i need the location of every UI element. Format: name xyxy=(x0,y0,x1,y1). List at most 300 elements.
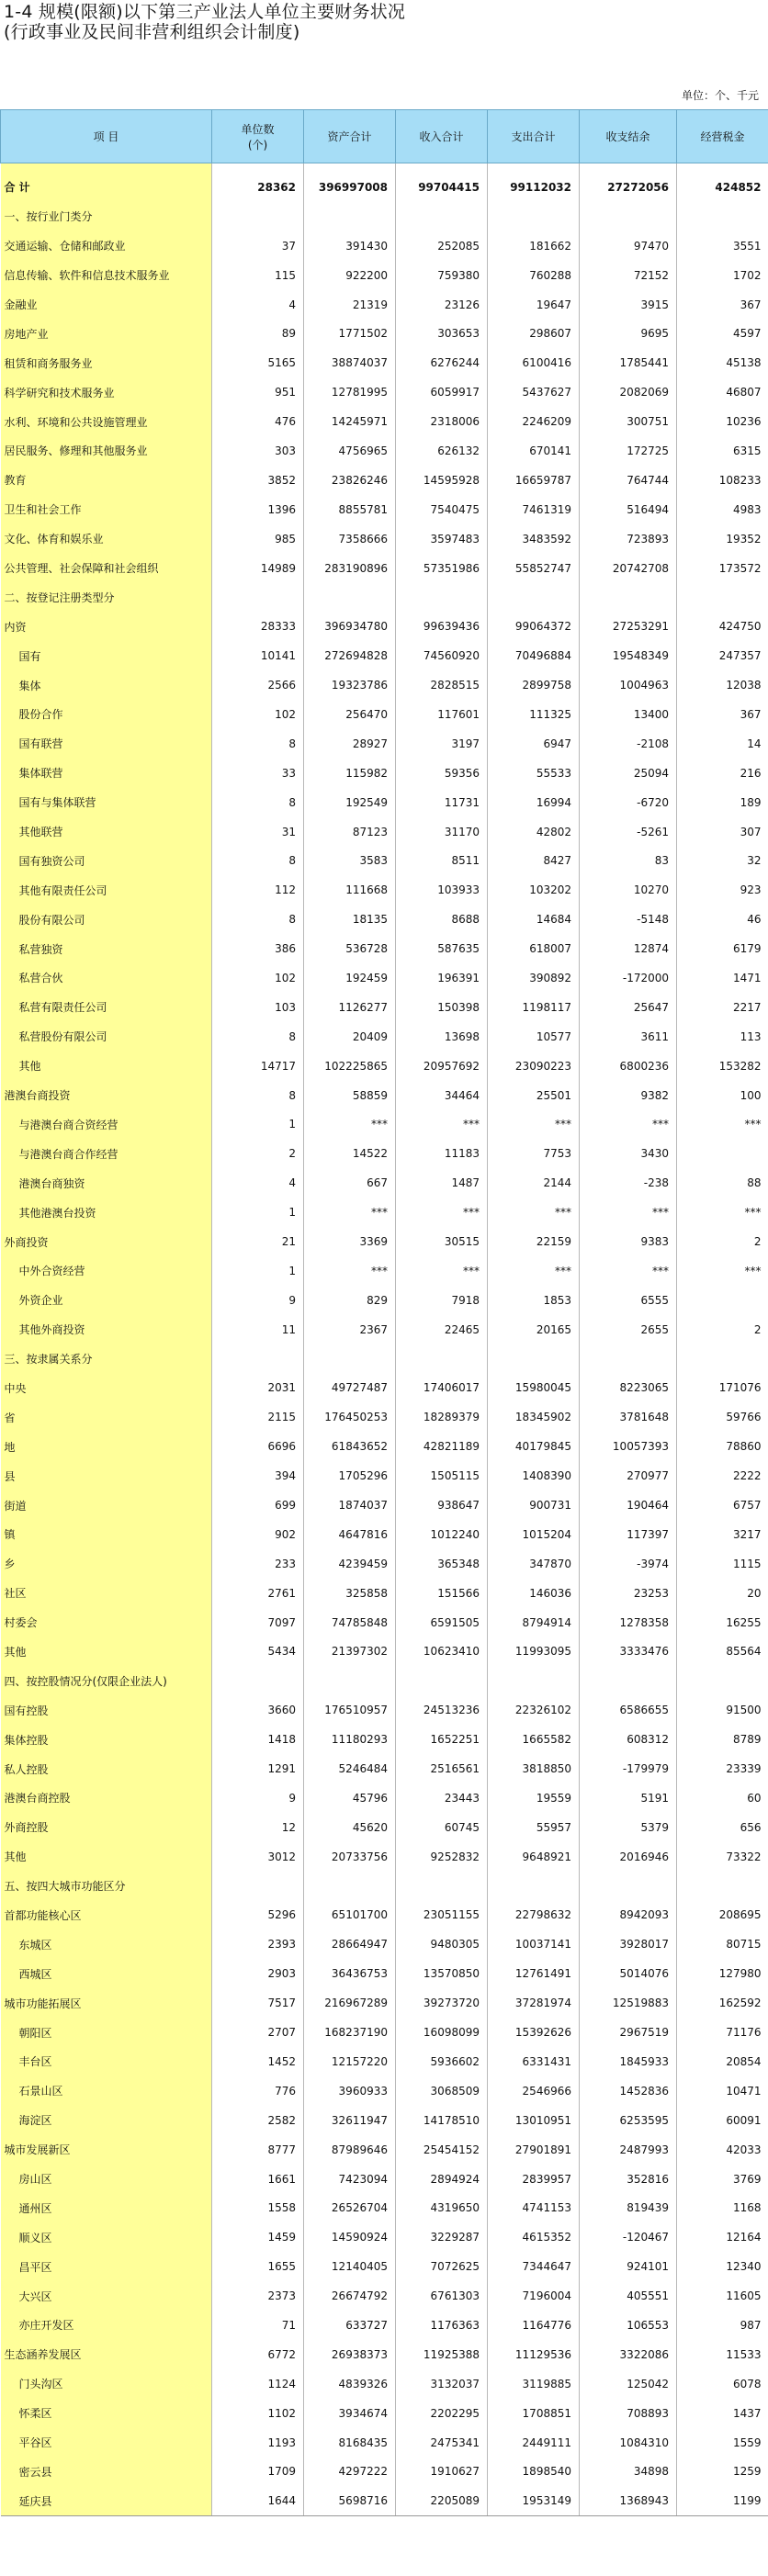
row-value: 2 xyxy=(677,1315,768,1344)
row-value: 699 xyxy=(212,1490,304,1520)
header-balance: 收支结余 xyxy=(580,110,677,163)
row-value: 1953149 xyxy=(488,2486,580,2515)
row-value: 2217 xyxy=(677,993,768,1022)
row-value: 20742708 xyxy=(580,554,677,583)
row-value: 91500 xyxy=(677,1695,768,1725)
row-value: *** xyxy=(677,1110,768,1140)
table-row xyxy=(1,554,768,583)
row-value: 1559 xyxy=(677,2428,768,2458)
row-label: 城市功能拓展区 xyxy=(1,1988,212,2018)
row-value: 3119885 xyxy=(488,2369,580,2399)
row-label: 国有独资公司 xyxy=(1,846,212,875)
table-row xyxy=(1,905,768,934)
row-value: 162592 xyxy=(677,1988,768,2018)
row-value: 386 xyxy=(212,934,304,963)
row-label: 乡 xyxy=(1,1549,212,1579)
row-value: 2707 xyxy=(212,2018,304,2047)
row-value: 60 xyxy=(677,1783,768,1813)
row-value: 5296 xyxy=(212,1901,304,1930)
table-row xyxy=(1,1520,768,1549)
row-value: 11533 xyxy=(677,2340,768,2369)
row-value: 1012240 xyxy=(396,1520,488,1549)
row-value: 2582 xyxy=(212,2106,304,2135)
table-row xyxy=(1,2457,768,2486)
row-value: 26526704 xyxy=(304,2193,396,2222)
table-row xyxy=(1,1490,768,1520)
table-row xyxy=(1,524,768,554)
spacer-cell xyxy=(212,163,304,174)
row-value: *** xyxy=(304,1110,396,1140)
row-value: 8 xyxy=(212,729,304,759)
row-value: 23253 xyxy=(580,1579,677,1608)
row-value: 55533 xyxy=(488,759,580,788)
row-value xyxy=(396,1344,488,1374)
row-value: 5936602 xyxy=(396,2047,488,2076)
row-label: 丰台区 xyxy=(1,2047,212,2076)
row-label: 三、按隶属关系分 xyxy=(1,1344,212,1374)
row-value: 21319 xyxy=(304,290,396,320)
row-value: 5165 xyxy=(212,348,304,377)
row-value: 1126277 xyxy=(304,993,396,1022)
row-value: 80715 xyxy=(677,1929,768,1959)
row-value: 391430 xyxy=(304,231,396,261)
section-row xyxy=(1,1666,768,1695)
row-value: 6947 xyxy=(488,729,580,759)
row-value: 1655 xyxy=(212,2252,304,2281)
row-value: -5148 xyxy=(580,905,677,934)
row-value: 99704415 xyxy=(396,173,488,202)
row-value: 1487 xyxy=(396,1168,488,1198)
row-value: 24513236 xyxy=(396,1695,488,1725)
table-row xyxy=(1,1432,768,1461)
table-row xyxy=(1,2018,768,2047)
row-label: 私人控股 xyxy=(1,1754,212,1783)
row-value: 7753 xyxy=(488,1139,580,1168)
table-row xyxy=(1,407,768,436)
row-value: 6276244 xyxy=(396,348,488,377)
row-value: 3583 xyxy=(304,846,396,875)
row-value: 985 xyxy=(212,524,304,554)
row-value: 6078 xyxy=(677,2369,768,2399)
row-value: 1 xyxy=(212,1198,304,1227)
row-value: 4839326 xyxy=(304,2369,396,2399)
row-value xyxy=(396,582,488,612)
row-label: 其他港澳台投资 xyxy=(1,1198,212,1227)
row-value: 1437 xyxy=(677,2399,768,2428)
row-value: 42033 xyxy=(677,2135,768,2165)
row-value: 102 xyxy=(212,963,304,993)
header-total-expenditure: 支出合计 xyxy=(488,110,580,163)
row-label: 街道 xyxy=(1,1490,212,1520)
table-row xyxy=(1,759,768,788)
row-value: 2828515 xyxy=(396,670,488,700)
row-value: 18289379 xyxy=(396,1402,488,1432)
table-row xyxy=(1,1198,768,1227)
row-value: 173572 xyxy=(677,554,768,583)
row-value: 9695 xyxy=(580,319,677,348)
table-row xyxy=(1,612,768,641)
row-value: 2566 xyxy=(212,670,304,700)
row-value: *** xyxy=(488,1110,580,1140)
row-value: 125042 xyxy=(580,2369,677,2399)
row-value: 150398 xyxy=(396,993,488,1022)
row-value: 23051155 xyxy=(396,1901,488,1930)
row-value: 2031 xyxy=(212,1374,304,1403)
row-value xyxy=(677,582,768,612)
row-value: 46807 xyxy=(677,377,768,407)
row-value: 83 xyxy=(580,846,677,875)
row-label: 房地产业 xyxy=(1,319,212,348)
table-row xyxy=(1,436,768,466)
row-label: 亦庄开发区 xyxy=(1,2311,212,2340)
row-value: -3974 xyxy=(580,1549,677,1579)
row-value xyxy=(580,1872,677,1901)
row-value: 87123 xyxy=(304,817,396,847)
row-label: 外商控股 xyxy=(1,1813,212,1842)
row-value: 1124 xyxy=(212,2369,304,2399)
row-value: 902 xyxy=(212,1520,304,1549)
row-value: 3483592 xyxy=(488,524,580,554)
row-value: 14245971 xyxy=(304,407,396,436)
row-label: 国有控股 xyxy=(1,1695,212,1725)
row-value xyxy=(304,1666,396,1695)
row-value: 4647816 xyxy=(304,1520,396,1549)
row-value: *** xyxy=(304,1198,396,1227)
row-value: 3068509 xyxy=(396,2076,488,2106)
row-value: 11180293 xyxy=(304,1725,396,1754)
table-row xyxy=(1,290,768,320)
row-value xyxy=(304,582,396,612)
row-value: 924101 xyxy=(580,2252,677,2281)
row-value: 25647 xyxy=(580,993,677,1022)
row-value: 8794914 xyxy=(488,1608,580,1637)
row-label: 大兴区 xyxy=(1,2281,212,2311)
row-label: 延庆县 xyxy=(1,2486,212,2515)
row-value: 1084310 xyxy=(580,2428,677,2458)
row-label: 私营独资 xyxy=(1,934,212,963)
table-row xyxy=(1,1988,768,2018)
row-value: 3934674 xyxy=(304,2399,396,2428)
row-value: 394 xyxy=(212,1461,304,1490)
row-value: 12038 xyxy=(677,670,768,700)
row-value: 3928017 xyxy=(580,1929,677,1959)
row-value: 108233 xyxy=(677,466,768,495)
row-label: 县 xyxy=(1,1461,212,1490)
row-value: 55852747 xyxy=(488,554,580,583)
row-value: 4 xyxy=(212,290,304,320)
row-label: 公共管理、社会保障和社会组织 xyxy=(1,554,212,583)
row-value xyxy=(396,202,488,231)
row-value: 987 xyxy=(677,2311,768,2340)
spacer-cell xyxy=(396,163,488,174)
row-value: 10270 xyxy=(580,875,677,905)
row-value: 2839957 xyxy=(488,2165,580,2194)
row-value: 6315 xyxy=(677,436,768,466)
row-value: 11129536 xyxy=(488,2340,580,2369)
row-value: 74560920 xyxy=(396,641,488,670)
table-row xyxy=(1,1813,768,1842)
table-row xyxy=(1,1227,768,1256)
table-row xyxy=(1,1901,768,1930)
row-value: 1115 xyxy=(677,1549,768,1579)
row-value: 3012 xyxy=(212,1842,304,1872)
row-value: 39273720 xyxy=(396,1988,488,2018)
row-value: 3369 xyxy=(304,1227,396,1256)
row-value: 819439 xyxy=(580,2193,677,2222)
row-value: 7461319 xyxy=(488,495,580,524)
row-value: 667 xyxy=(304,1168,396,1198)
row-value: *** xyxy=(677,1198,768,1227)
row-value: 11993095 xyxy=(488,1637,580,1667)
table-row xyxy=(1,1783,768,1813)
table-row xyxy=(1,2165,768,2194)
row-value: 6696 xyxy=(212,1432,304,1461)
row-value: 5014076 xyxy=(580,1959,677,1988)
row-label: 股份有限公司 xyxy=(1,905,212,934)
row-value xyxy=(396,1666,488,1695)
table-row xyxy=(1,875,768,905)
row-value: 6100416 xyxy=(488,348,580,377)
row-label: 海淀区 xyxy=(1,2106,212,2135)
row-label: 文化、体育和娱乐业 xyxy=(1,524,212,554)
row-value: 59356 xyxy=(396,759,488,788)
row-value: 1176363 xyxy=(396,2311,488,2340)
table-row xyxy=(1,348,768,377)
row-value: 3333476 xyxy=(580,1637,677,1667)
row-value: 23443 xyxy=(396,1783,488,1813)
row-value: 176450253 xyxy=(304,1402,396,1432)
row-label: 集体联营 xyxy=(1,759,212,788)
row-value: 19647 xyxy=(488,290,580,320)
row-value: 192459 xyxy=(304,963,396,993)
row-value: 10471 xyxy=(677,2076,768,2106)
row-value: 14717 xyxy=(212,1052,304,1081)
row-value: 1291 xyxy=(212,1754,304,1783)
row-value: 8 xyxy=(212,846,304,875)
row-value: 4239459 xyxy=(304,1549,396,1579)
table-row xyxy=(1,641,768,670)
row-value: 12519883 xyxy=(580,1988,677,2018)
row-value: 6800236 xyxy=(580,1052,677,1081)
row-value: 28362 xyxy=(212,173,304,202)
row-value: 16994 xyxy=(488,788,580,817)
row-value: 23339 xyxy=(677,1754,768,1783)
row-value: *** xyxy=(580,1110,677,1140)
row-label: 港澳台商投资 xyxy=(1,1081,212,1110)
row-label: 其他有限责任公司 xyxy=(1,875,212,905)
row-value: 6761303 xyxy=(396,2281,488,2311)
row-value: 2 xyxy=(212,1139,304,1168)
row-label: 平谷区 xyxy=(1,2428,212,2458)
row-label: 科学研究和技术服务业 xyxy=(1,377,212,407)
row-value: 14590924 xyxy=(304,2222,396,2252)
row-value: 1874037 xyxy=(304,1490,396,1520)
row-value: 12164 xyxy=(677,2222,768,2252)
row-label: 国有与集体联营 xyxy=(1,788,212,817)
table-row xyxy=(1,700,768,729)
row-value: 60745 xyxy=(396,1813,488,1842)
row-value: 22159 xyxy=(488,1227,580,1256)
row-value: 11731 xyxy=(396,788,488,817)
row-value: 6253595 xyxy=(580,2106,677,2135)
row-value: 300751 xyxy=(580,407,677,436)
row-label: 港澳台商独资 xyxy=(1,1168,212,1198)
row-value: 723893 xyxy=(580,524,677,554)
table-row xyxy=(1,2076,768,2106)
row-value xyxy=(304,1872,396,1901)
row-value: 12157220 xyxy=(304,2047,396,2076)
row-value: 5246484 xyxy=(304,1754,396,1783)
row-label: 西城区 xyxy=(1,1959,212,1988)
row-value: 28927 xyxy=(304,729,396,759)
row-value xyxy=(212,202,304,231)
row-label: 四、按控股情况分(仅限企业法人) xyxy=(1,1666,212,1695)
row-label: 与港澳台商合作经营 xyxy=(1,1139,212,1168)
row-value: 3197 xyxy=(396,729,488,759)
row-value: 26674792 xyxy=(304,2281,396,2311)
row-value: 20854 xyxy=(677,2047,768,2076)
row-value xyxy=(396,1872,488,1901)
row-value: 46 xyxy=(677,905,768,934)
row-value: 172725 xyxy=(580,436,677,466)
row-value: 9 xyxy=(212,1286,304,1315)
row-value: 10236 xyxy=(677,407,768,436)
row-value: 390892 xyxy=(488,963,580,993)
row-label: 首都功能核心区 xyxy=(1,1901,212,1930)
row-value: 117601 xyxy=(396,700,488,729)
row-value: 1898540 xyxy=(488,2457,580,2486)
row-value: 1 xyxy=(212,1110,304,1140)
row-value: 55957 xyxy=(488,1813,580,1842)
row-value: 367 xyxy=(677,290,768,320)
row-value: 37281974 xyxy=(488,1988,580,2018)
row-label: 生态涵养发展区 xyxy=(1,2340,212,2369)
row-value: 6591505 xyxy=(396,1608,488,1637)
financial-table xyxy=(0,109,768,2516)
row-value: 1709 xyxy=(212,2457,304,2486)
row-value: *** xyxy=(677,1256,768,1286)
header-item: 项 目 xyxy=(1,110,212,163)
row-value: 127980 xyxy=(677,1959,768,1988)
row-value: 171076 xyxy=(677,1374,768,1403)
table-row xyxy=(1,1842,768,1872)
table-row xyxy=(1,1549,768,1579)
row-value: 922200 xyxy=(304,261,396,290)
row-value: 31 xyxy=(212,817,304,847)
table-row xyxy=(1,261,768,290)
row-value: 1259 xyxy=(677,2457,768,2486)
row-value: 3132037 xyxy=(396,2369,488,2399)
row-label: 集体 xyxy=(1,670,212,700)
row-value: 2 xyxy=(677,1227,768,1256)
row-value: 396934780 xyxy=(304,612,396,641)
row-value: 4597 xyxy=(677,319,768,348)
row-value: 8688 xyxy=(396,905,488,934)
row-value: 4319650 xyxy=(396,2193,488,2222)
row-value: 22465 xyxy=(396,1315,488,1344)
row-value: 42802 xyxy=(488,817,580,847)
row-value: 5437627 xyxy=(488,377,580,407)
row-value: 283190896 xyxy=(304,554,396,583)
row-value: 151566 xyxy=(396,1579,488,1608)
row-value: 17406017 xyxy=(396,1374,488,1403)
row-value: 8777 xyxy=(212,2135,304,2165)
row-value: 36436753 xyxy=(304,1959,396,1988)
row-value: 3818850 xyxy=(488,1754,580,1783)
row-value: 100 xyxy=(677,1081,768,1110)
row-value: *** xyxy=(304,1256,396,1286)
row-label: 社区 xyxy=(1,1579,212,1608)
table-row xyxy=(1,495,768,524)
table-row xyxy=(1,817,768,847)
row-value: 476 xyxy=(212,407,304,436)
row-label: 中外合资经营 xyxy=(1,1256,212,1286)
row-value: 12 xyxy=(212,1813,304,1842)
row-value: 708893 xyxy=(580,2399,677,2428)
row-value: 347870 xyxy=(488,1549,580,1579)
row-value: 8942093 xyxy=(580,1901,677,1930)
header-business-tax: 经营税金 xyxy=(677,110,768,163)
row-value: 2393 xyxy=(212,1929,304,1959)
row-value: 20733756 xyxy=(304,1842,396,1872)
row-label: 集体控股 xyxy=(1,1725,212,1754)
table-row xyxy=(1,231,768,261)
row-value: 5698716 xyxy=(304,2486,396,2515)
row-value: 19548349 xyxy=(580,641,677,670)
row-value: 352816 xyxy=(580,2165,677,2194)
table-row xyxy=(1,1959,768,1988)
row-value: 3915 xyxy=(580,290,677,320)
row-value: 8427 xyxy=(488,846,580,875)
row-value: *** xyxy=(396,1110,488,1140)
spacer-cell xyxy=(1,163,212,174)
row-value: 1168 xyxy=(677,2193,768,2222)
row-value: -120467 xyxy=(580,2222,677,2252)
row-value: 3852 xyxy=(212,466,304,495)
row-label: 股份合作 xyxy=(1,700,212,729)
row-value: 3960933 xyxy=(304,2076,396,2106)
spacer-cell xyxy=(304,163,396,174)
table-row xyxy=(1,1081,768,1110)
row-value: 25094 xyxy=(580,759,677,788)
table-row xyxy=(1,1608,768,1637)
table-row xyxy=(1,1579,768,1608)
spacer-cell xyxy=(580,163,677,174)
row-value: 23090223 xyxy=(488,1052,580,1081)
row-value: 25501 xyxy=(488,1081,580,1110)
row-value: 1644 xyxy=(212,2486,304,2515)
row-label: 中央 xyxy=(1,1374,212,1403)
table-row xyxy=(1,1461,768,1490)
row-label: 租赁和商务服务业 xyxy=(1,348,212,377)
row-value: 2082069 xyxy=(580,377,677,407)
row-value: 11925388 xyxy=(396,2340,488,2369)
row-value: 2115 xyxy=(212,1402,304,1432)
row-label: 怀柔区 xyxy=(1,2399,212,2428)
row-value: *** xyxy=(580,1256,677,1286)
row-value: 23826246 xyxy=(304,466,396,495)
row-value: 78860 xyxy=(677,1432,768,1461)
row-value: 1 xyxy=(212,1256,304,1286)
row-value: 3322086 xyxy=(580,2340,677,2369)
row-value: 7344647 xyxy=(488,2252,580,2281)
row-value: 626132 xyxy=(396,436,488,466)
row-value: 10037141 xyxy=(488,1929,580,1959)
row-value xyxy=(212,1344,304,1374)
table-row xyxy=(1,2399,768,2428)
row-label: 居民服务、修理和其他服务业 xyxy=(1,436,212,466)
row-value: 102 xyxy=(212,700,304,729)
